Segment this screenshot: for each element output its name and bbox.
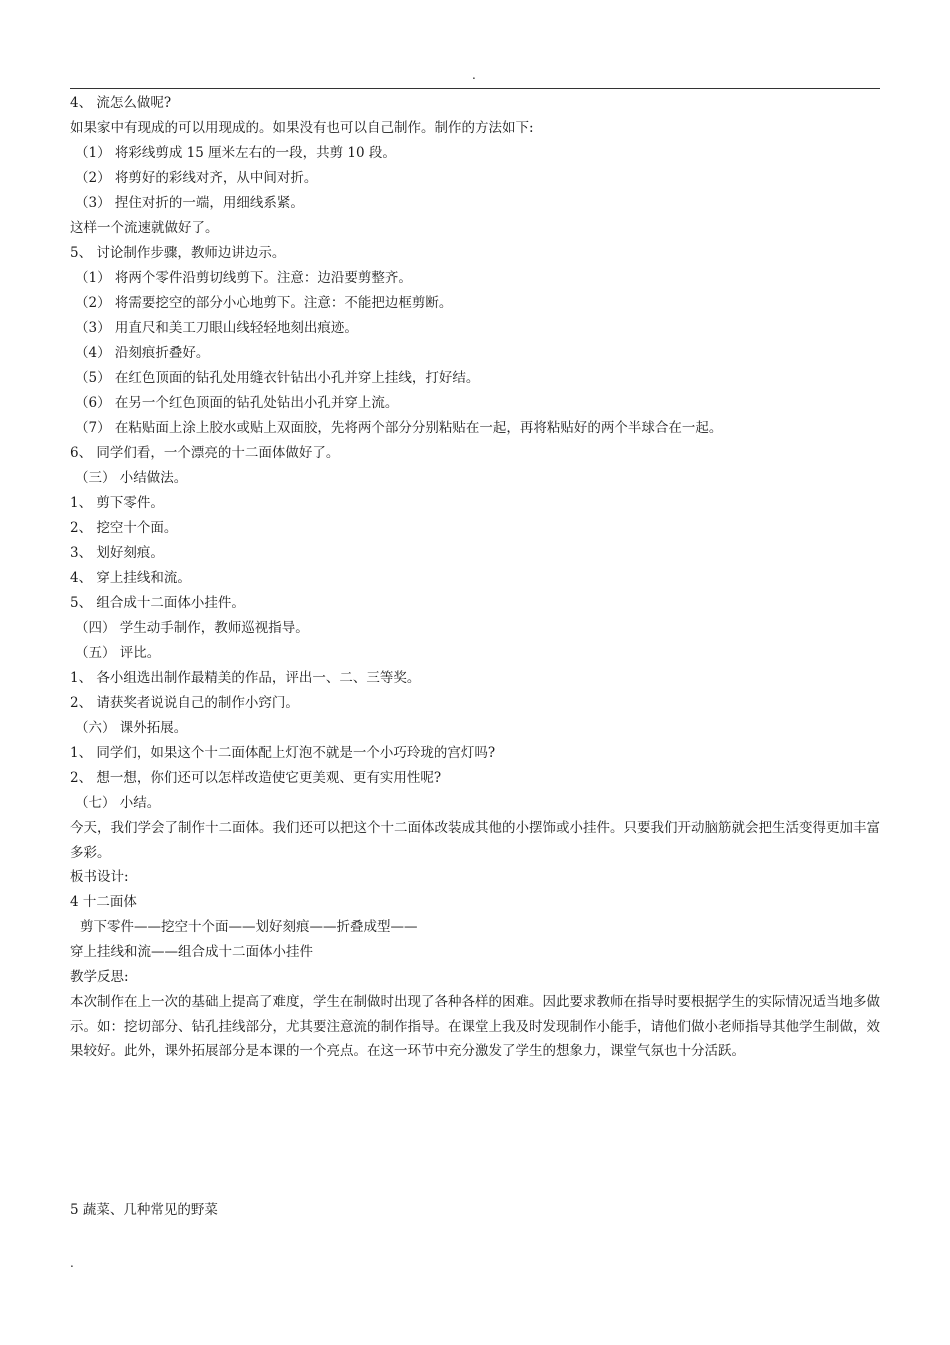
text-line: （7） 在粘贴面上涂上胶水或贴上双面胶，先将两个部分分别粘贴在一起，再将粘贴好的两个半球合在一起。 — [75, 420, 723, 436]
header-rule — [70, 88, 880, 89]
board-line: 4 十二面体 — [70, 894, 137, 910]
text-line: 5、 讨论制作步骤，教师边讲边示。 — [70, 245, 286, 261]
text-line: （1） 将彩线剪成 15 厘米左右的一段，共剪 10 段。 — [75, 145, 396, 161]
text-line: （四） 学生动手制作，教师巡视指导。 — [75, 620, 309, 636]
board-title: 板书设计: — [70, 869, 129, 885]
text-line: 2、 想一想，你们还可以怎样改造使它更美观、更有实用性呢? — [70, 770, 442, 786]
header-mark: . — [472, 68, 476, 82]
text-line: （3） 捏住对折的一端，用细线系紧。 — [75, 195, 304, 211]
summary-paragraph: 今天，我们学会了制作十二面体。我们还可以把这个十二面体改装成其他的小摆饰或小挂件。只要我们开动脑筋就会把生活变得更加丰富多彩。 — [70, 820, 880, 861]
text-line: （五） 评比。 — [75, 645, 161, 661]
text-line: 1、 同学们，如果这个十二面体配上灯泡不就是一个小巧玲珑的宫灯吗? — [70, 745, 496, 761]
text-line: （七） 小结。 — [75, 795, 161, 811]
text-line: 3、 划好刻痕。 — [70, 545, 164, 561]
text-line: 4、 穿上挂线和流。 — [70, 570, 191, 586]
text-line: 2、 请获奖者说说自己的制作小窍门。 — [70, 695, 299, 711]
text-line: 1、 各小组选出制作最精美的作品，评出一、二、三等奖。 — [70, 670, 421, 686]
text-line: （3） 用直尺和美工刀眼山线轻轻地刻出痕迹。 — [75, 320, 358, 336]
reflection-paragraph: 本次制作在上一次的基础上提高了难度，学生在制做时出现了各种各样的困难。因此要求教师在指导时要根据学生的实际情况适当地多做示。如：挖切部分、钻孔挂线部分，尤其要注意流的制作指导。在课堂上我及时发现制作小能手，请他们做小老师指导其他学生制做，效果较好。此外，课外拓展部分是本课的一个亮点。在这一环节中充分激发了学生的想象力，课堂气氛也十分活跃。 — [70, 994, 880, 1059]
text-line: 5、 组合成十二面体小挂件。 — [70, 595, 245, 611]
text-line: 4、 流怎么做呢? — [70, 95, 172, 111]
text-line: （1） 将两个零件沿剪切线剪下。注意：边沿要剪整齐。 — [75, 270, 412, 286]
next-section-title: 5 蔬菜、几种常见的野菜 — [70, 1201, 218, 1218]
text-line: 6、 同学们看，一个漂亮的十二面体做好了。 — [70, 445, 340, 461]
spacer — [70, 1064, 882, 1198]
text-line: （六） 课外拓展。 — [75, 720, 188, 736]
text-line: （6） 在另一个红色顶面的钻孔处钻出小孔并穿上流。 — [75, 395, 399, 411]
text-line: （2） 将剪好的彩线对齐，从中间对折。 — [75, 170, 318, 186]
text-line: 如果家中有现成的可以用现成的。如果没有也可以自己制作。制作的方法如下: — [70, 120, 534, 136]
document-body — [70, 91, 882, 1223]
text-line: 1、 剪下零件。 — [70, 495, 164, 511]
board-line: 穿上挂线和流——组合成十二面体小挂件 — [70, 944, 313, 960]
text-line: （4） 沿刻痕折叠好。 — [75, 345, 210, 361]
text-line: 这样一个流速就做好了。 — [70, 220, 219, 236]
text-line: 2、 挖空十个面。 — [70, 520, 178, 536]
board-line: 剪下零件——挖空十个面——划好刻痕——折叠成型—— — [80, 919, 418, 935]
text-line: （2） 将需要挖空的部分小心地剪下。注意：不能把边框剪断。 — [75, 295, 453, 311]
footer-mark: . — [70, 1256, 74, 1270]
text-line: （5） 在红色顶面的钻孔处用缝衣针钻出小孔并穿上挂线，打好结。 — [75, 370, 480, 386]
reflection-title: 教学反思: — [70, 969, 129, 985]
text-line: （三） 小结做法。 — [75, 470, 188, 486]
